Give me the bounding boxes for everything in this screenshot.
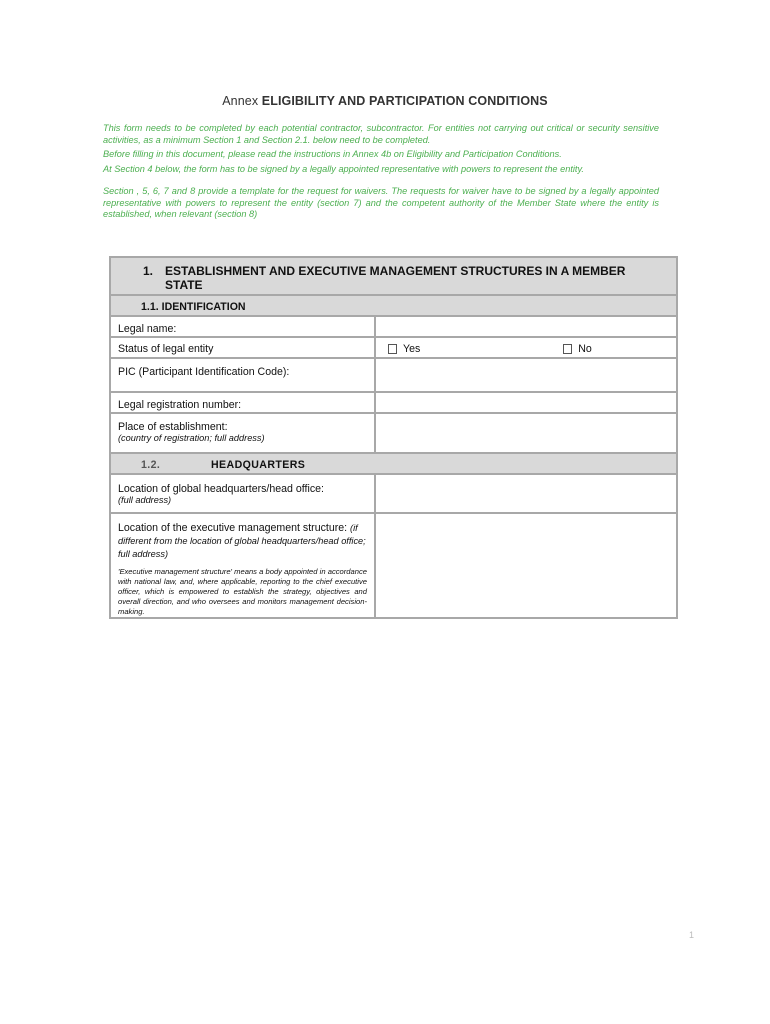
section-1-1-header-row [110, 295, 677, 316]
intro-paragraph-2: Before filling in this document, please read the instructions in Annex 4b on Eligibility and Participation Conditions. [103, 149, 562, 159]
section-1-1-title: IDENTIFICATION [161, 301, 246, 313]
place-label: Place of establishment: [118, 421, 228, 433]
intro-paragraph-4: Section , 5, 6, 7 and 8 provide a template for the request for waivers. The requests for waiver have to be signed by a legally appointed representative with powers to represent the entity (section 7) and the competent authority of the Member State where the entity is established, when relevant (section 8) [103, 186, 659, 219]
page-number: 1 [689, 930, 695, 940]
place-field[interactable] [375, 413, 677, 453]
section-1-header [110, 257, 677, 295]
legal-name-row [110, 316, 677, 337]
status-row [110, 337, 677, 358]
yes-checkbox-icon[interactable] [388, 344, 397, 354]
section-1-2-header-row [110, 453, 677, 474]
section-1-header-row [110, 257, 677, 295]
pic-row [110, 358, 677, 392]
hq-sublabel: (full address) [118, 495, 172, 505]
section-1-1-number: 1.1. [141, 301, 159, 313]
status-options [375, 337, 677, 358]
exec-row [110, 513, 677, 618]
title-main: ELIGIBILITY AND PARTICIPATION CONDITIONS [261, 94, 548, 108]
eligibility-form-table [109, 256, 678, 619]
registration-field[interactable] [375, 392, 677, 413]
section-1-2-number: 1.2. [141, 459, 161, 471]
annex-label: Annex [222, 94, 259, 108]
section-1-title: ESTABLISHMENT AND EXECUTIVE MANAGEMENT STRUCTURES IN A MEMBER STATE [165, 264, 626, 292]
hq-row [110, 474, 677, 513]
exec-cell [110, 513, 375, 618]
section-1-2-header [110, 453, 677, 474]
registration-row [110, 392, 677, 413]
intro-paragraph-1: This form needs to be completed by each potential contractor, subcontractor. For entities not carrying out critical or security sensitive activities, as a minimum Section 1 and Section 2.1. below need to be completed. [103, 123, 659, 145]
pic-field[interactable] [375, 358, 677, 392]
hq-label: Location of global headquarters/head office: [118, 483, 324, 495]
status-yes-option[interactable] [388, 343, 420, 355]
yes-label: Yes [403, 343, 421, 355]
legal-name-field[interactable] [375, 316, 677, 337]
place-sublabel: (country of registration; full address) [118, 433, 265, 443]
document-title [0, 94, 770, 108]
hq-field[interactable] [375, 474, 677, 513]
legal-name-label: Legal name: [110, 316, 375, 337]
exec-label: Location of the executive management structure: [118, 522, 348, 534]
no-checkbox-icon[interactable] [563, 344, 572, 354]
exec-note: 'Executive management structure' means a body appointed in accordance with national law, and, where applicable, reporting to the chief executive officer, which is empowered to establish the strategy, objectives and overall direction, and who oversees and monitors management decision-making. [118, 567, 367, 616]
no-label: No [578, 343, 592, 355]
hq-cell [110, 474, 375, 513]
registration-label: Legal registration number: [110, 392, 375, 413]
section-1-2-title: HEADQUARTERS [211, 459, 306, 471]
pic-label: PIC (Participant Identification Code): [110, 358, 375, 392]
status-label: Status of legal entity [110, 337, 375, 358]
section-1-number: 1. [143, 264, 154, 278]
intro-paragraph-3: At Section 4 below, the form has to be signed by a legally appointed representative with powers to represent the entity. [103, 164, 584, 174]
exec-field[interactable] [375, 513, 677, 618]
section-1-1-header [110, 295, 677, 316]
place-cell [110, 413, 375, 453]
place-row [110, 413, 677, 453]
status-no-option[interactable] [563, 343, 592, 355]
exec-sublabel: (if different from the location of global headquarters/head office; full address) [118, 523, 366, 559]
